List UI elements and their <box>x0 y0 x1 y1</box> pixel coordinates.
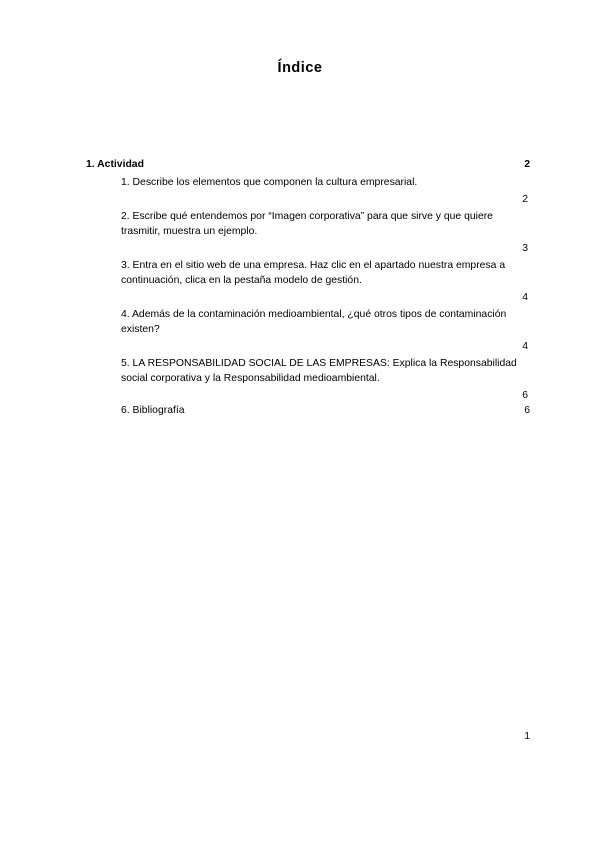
toc-heading-label: 1. Actividad <box>86 159 144 170</box>
toc-entry-4[interactable] <box>86 307 530 354</box>
toc-entry-page: 3 <box>522 243 528 254</box>
toc-entry-2[interactable] <box>86 209 530 256</box>
toc-entry-3[interactable] <box>86 258 530 305</box>
toc-entry-page: 2 <box>522 194 528 205</box>
toc-entry-text: 6. Bibliografía <box>121 405 185 416</box>
toc-entry-text: 3. Entra en el sitio web de una empresa. Haz clic en el apartado nuestra empresa a continuación, clica en la pestaña modelo de gestión. <box>121 260 506 286</box>
toc-entry-text: 4. Además de la contaminación medioambiental, ¿qué otros tipos de contaminación existen? <box>121 309 507 335</box>
page-number: 1 <box>524 731 530 742</box>
toc-entry-text: 1. Describe los elementos que componen la cultura empresarial. <box>121 177 418 188</box>
toc-entry-page: 4 <box>522 341 528 352</box>
page-title: Índice <box>277 60 323 76</box>
toc-entry-6[interactable] <box>86 403 530 418</box>
toc-entry-text: 5. LA RESPONSABILIDAD SOCIAL DE LAS EMPRESAS: Explica la Responsabilidad social corporativa y la Responsabilidad medioambiental. <box>121 358 517 384</box>
toc-entry-1[interactable] <box>86 175 530 207</box>
toc-entry-text: 2. Escribe qué entendemos por “Imagen corporativa” para que sirve y que quiere trasmitir, muestra un ejemplo. <box>121 211 493 237</box>
toc-entry-page: 4 <box>522 292 528 303</box>
toc-entry-page: 6 <box>522 390 528 401</box>
toc-entry-page: 6 <box>524 405 530 416</box>
table-of-contents <box>86 157 530 418</box>
toc-heading[interactable] <box>86 157 530 173</box>
toc-entry-5[interactable] <box>86 356 530 403</box>
toc-heading-page: 2 <box>524 159 530 170</box>
